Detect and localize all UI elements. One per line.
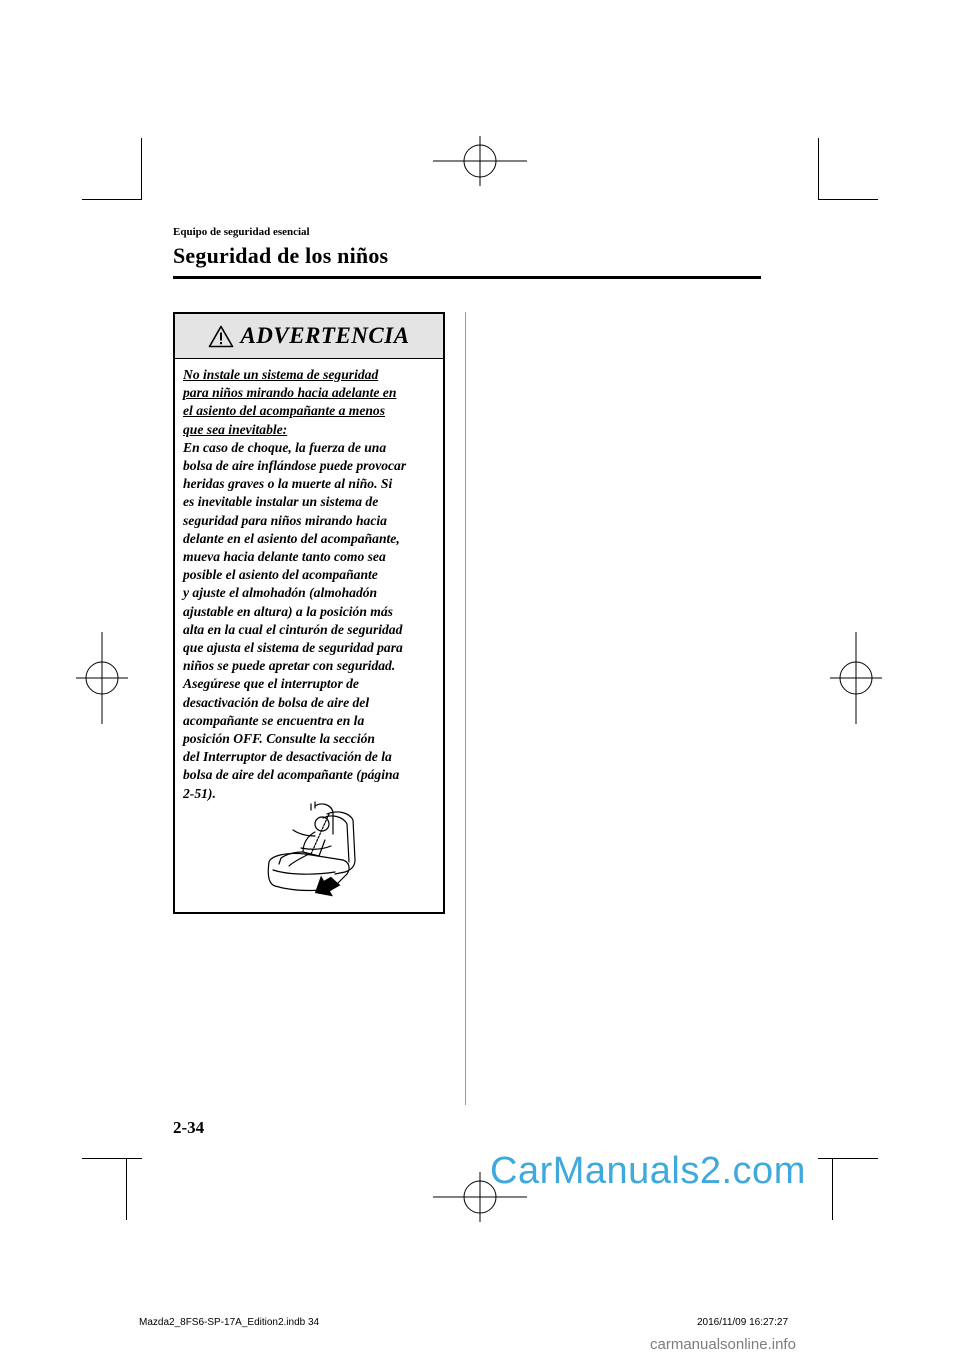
warning-body-line: seguridad para niños mirando hacia (183, 512, 387, 528)
warning-heading-line: el asiento del acompañante a menos (183, 403, 386, 419)
warning-body-line: 2-51). (183, 785, 216, 801)
watermark: CarManuals2.com (490, 1150, 806, 1192)
warning-body-line: es inevitable instalar un sistema de (183, 494, 379, 510)
warning-body-line: desactivación de bolsa de aire del (183, 694, 370, 710)
warning-heading-line: No instale un sistema de seguridad (183, 367, 379, 382)
crop-mark (818, 138, 819, 200)
warning-body-line: niños se puede apretar con seguridad. (183, 658, 396, 674)
crop-mark (82, 1158, 142, 1159)
crop-mark (141, 138, 142, 200)
page-number: 2-34 (173, 1118, 205, 1137)
section-label: Equipo de seguridad esencial (173, 226, 310, 238)
warning-body-line: heridas graves o la muerte al niño. Si (183, 476, 393, 492)
warning-triangle-icon (208, 325, 234, 348)
crop-mark (832, 1158, 833, 1220)
warning-body-line: posición OFF. Consulte la sección (183, 731, 375, 747)
warning-body-line: En caso de choque, la fuerza de una (183, 439, 387, 455)
warning-body-line: que ajusta el sistema de seguridad para (183, 640, 403, 656)
warning-text (183, 366, 445, 803)
crop-mark (818, 1158, 878, 1159)
warning-body-line: Asegúrese que el interruptor de (183, 676, 359, 692)
crop-mark (126, 1158, 127, 1220)
warning-body-line: acompañante se encuentra en la (183, 712, 365, 728)
registration-mark-icon (830, 632, 882, 724)
site-footer: carmanualsonline.info (650, 1336, 796, 1353)
warning-header (175, 314, 443, 359)
warning-body-line: bolsa de aire inflándose puede provocar (183, 458, 407, 474)
child-seat-forward-facing-icon (265, 800, 365, 906)
print-file-name: Mazda2_8FS6-SP-17A_Edition2.indb 34 (139, 1317, 320, 1328)
page-title: Seguridad de los niños (173, 243, 389, 268)
warning-body-line: alta en la cual el cinturón de seguridad (183, 621, 403, 637)
warning-heading-line: que sea inevitable: (183, 421, 288, 437)
registration-mark-icon (433, 136, 527, 186)
warning-body-line: ajustable en altura) a la posición más (183, 603, 393, 619)
crop-mark (82, 199, 142, 200)
warning-body-line: delante en el asiento del acompañante, (183, 530, 400, 546)
registration-mark-icon (76, 632, 128, 724)
warning-body-line: y ajuste el almohadón (almohadón (183, 585, 378, 601)
warning-body-line: posible el asiento del acompañante (183, 567, 378, 583)
crop-mark (818, 199, 878, 200)
warning-body-line: bolsa de aire del acompañante (página (183, 767, 400, 783)
print-date: 2016/11/09 16:27:27 (697, 1317, 789, 1328)
warning-title: ADVERTENCIA (240, 323, 410, 348)
warning-body-line: del Interruptor de desactivación de la (183, 749, 392, 765)
title-rule (173, 276, 761, 279)
warning-heading-line: para niños mirando hacia adelante en (183, 385, 397, 401)
warning-body-line: mueva hacia delante tanto como sea (183, 549, 386, 565)
column-divider (465, 312, 466, 1105)
